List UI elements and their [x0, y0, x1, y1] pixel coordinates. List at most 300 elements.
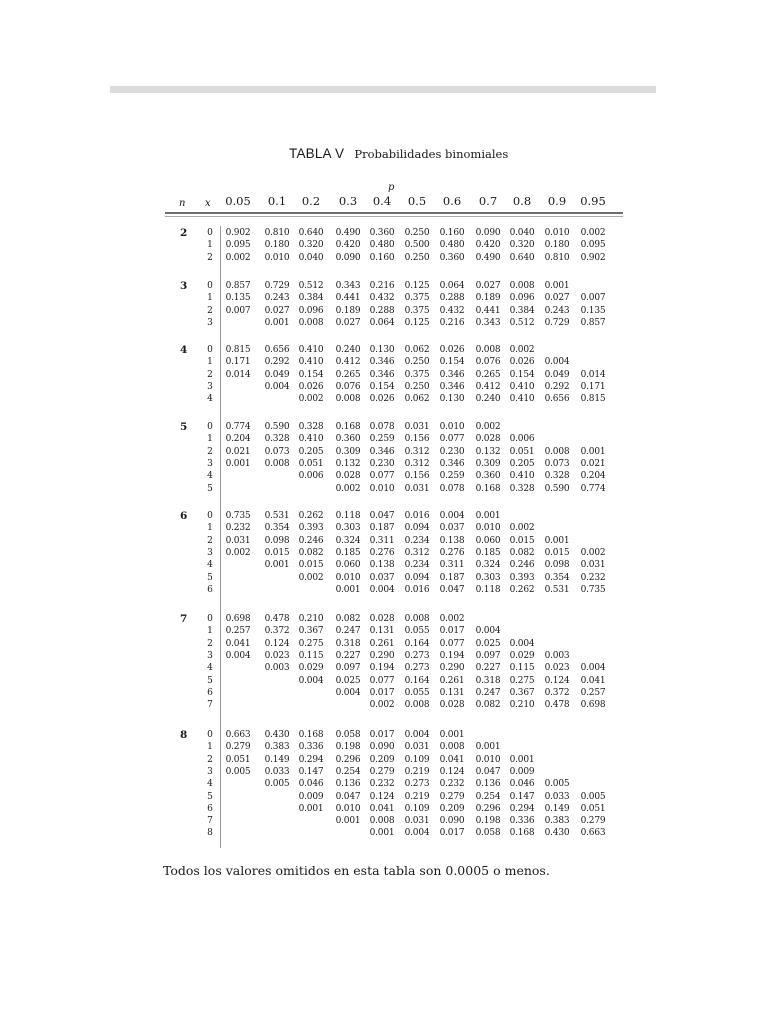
probability-cell: 0.309: [475, 458, 501, 469]
x-value: 5: [207, 572, 213, 583]
probability-cell: 0.243: [544, 305, 570, 316]
probability-cell: 0.234: [404, 535, 430, 546]
probability-cell: 0.096: [298, 305, 324, 316]
probability-cell: 0.259: [439, 471, 465, 482]
probability-cell: 0.500: [404, 240, 430, 251]
probability-cell: 0.590: [544, 483, 570, 494]
table-row: [0, 585, 768, 597]
probability-cell: 0.009: [298, 791, 324, 802]
probability-cell: 0.027: [335, 317, 361, 328]
table-row: [0, 523, 768, 535]
probability-cell: 0.815: [580, 394, 606, 405]
probability-cell: 0.028: [439, 700, 465, 711]
probability-cell: 0.290: [369, 650, 395, 661]
n-value: 6: [180, 510, 188, 522]
probability-cell: 0.328: [264, 434, 290, 445]
probability-cell: 0.367: [298, 626, 324, 637]
probability-cell: 0.115: [509, 663, 535, 674]
probability-cell: 0.008: [369, 816, 395, 827]
probability-cell: 0.002: [369, 700, 395, 711]
probability-cell: 0.261: [439, 675, 465, 686]
probability-cell: 0.010: [475, 754, 501, 765]
probability-cell: 0.189: [335, 305, 361, 316]
p-header-cell: 0.7: [478, 194, 498, 208]
probability-cell: 0.028: [335, 471, 361, 482]
probability-cell: 0.008: [439, 742, 465, 753]
probability-cell: 0.154: [439, 357, 465, 368]
x-value: 3: [207, 650, 213, 661]
probability-cell: 0.002: [580, 547, 606, 558]
n-column-header: n: [179, 198, 186, 209]
probability-cell: 0.219: [404, 791, 430, 802]
probability-cell: 0.360: [335, 434, 361, 445]
x-value: 2: [207, 305, 213, 316]
p-header-cell: 0.3: [338, 194, 358, 208]
probability-cell: 0.490: [475, 252, 501, 263]
x-value: 1: [207, 240, 213, 251]
probability-cell: 0.001: [369, 828, 395, 839]
probability-cell: 0.118: [475, 584, 501, 595]
probability-cell: 0.262: [509, 584, 535, 595]
probability-cell: 0.288: [439, 293, 465, 304]
probability-cell: 0.017: [439, 626, 465, 637]
probability-cell: 0.016: [404, 511, 430, 521]
probability-cell: 0.026: [439, 345, 465, 355]
probability-cell: 0.077: [369, 675, 395, 686]
probability-cell: 0.294: [509, 803, 535, 814]
probability-cell: 0.118: [335, 511, 361, 521]
probability-cell: 0.441: [335, 293, 361, 304]
probability-cell: 0.098: [264, 535, 290, 546]
x-value: 0: [207, 511, 213, 521]
probability-cell: 0.008: [298, 317, 324, 328]
probability-cell: 0.002: [475, 422, 501, 432]
probability-cell: 0.076: [335, 381, 361, 392]
probability-cell: 0.393: [298, 523, 324, 534]
probability-cell: 0.041: [369, 803, 395, 814]
probability-cell: 0.250: [404, 252, 430, 263]
x-value: 5: [207, 675, 213, 686]
x-value: 6: [207, 584, 213, 595]
probability-cell: 0.230: [439, 446, 465, 457]
probability-cell: 0.232: [369, 779, 395, 790]
table-row: [0, 742, 768, 754]
probability-cell: 0.246: [298, 535, 324, 546]
probability-cell: 0.663: [225, 730, 251, 740]
p-header-cell: 0.9: [547, 194, 567, 208]
probability-cell: 0.432: [369, 293, 395, 304]
probability-cell: 0.640: [298, 228, 324, 238]
probability-cell: 0.168: [509, 828, 535, 839]
probability-cell: 0.187: [439, 572, 465, 583]
table-row: [0, 779, 768, 791]
probability-cell: 0.311: [439, 560, 465, 571]
probability-cell: 0.328: [544, 471, 570, 482]
probability-cell: 0.774: [580, 483, 606, 494]
probability-cell: 0.060: [335, 560, 361, 571]
probability-cell: 0.216: [439, 317, 465, 328]
probability-cell: 0.383: [544, 816, 570, 827]
probability-cell: 0.250: [404, 357, 430, 368]
probability-cell: 0.090: [335, 252, 361, 263]
probability-cell: 0.004: [544, 357, 570, 368]
probability-cell: 0.049: [544, 369, 570, 380]
probability-cell: 0.008: [509, 281, 535, 291]
probability-cell: 0.149: [544, 803, 570, 814]
probability-cell: 0.160: [439, 228, 465, 238]
probability-cell: 0.478: [544, 700, 570, 711]
probability-cell: 0.234: [404, 560, 430, 571]
probability-cell: 0.210: [298, 614, 324, 624]
probability-cell: 0.021: [580, 458, 606, 469]
probability-cell: 0.004: [509, 638, 535, 649]
probability-cell: 0.729: [544, 317, 570, 328]
p-header-cell: 0.8: [512, 194, 532, 208]
probability-cell: 0.073: [544, 458, 570, 469]
probability-cell: 0.001: [264, 560, 290, 571]
probability-cell: 0.185: [335, 547, 361, 558]
probability-cell: 0.001: [225, 458, 251, 469]
probability-cell: 0.001: [544, 281, 570, 291]
table-row: [0, 382, 768, 394]
x-value: 2: [207, 535, 213, 546]
probability-cell: 0.198: [475, 816, 501, 827]
probability-cell: 0.002: [225, 547, 251, 558]
probability-cell: 0.430: [544, 828, 570, 839]
probability-cell: 0.246: [509, 560, 535, 571]
probability-cell: 0.097: [335, 663, 361, 674]
probability-cell: 0.090: [369, 742, 395, 753]
probability-cell: 0.250: [404, 228, 430, 238]
probability-cell: 0.265: [335, 369, 361, 380]
probability-cell: 0.082: [509, 547, 535, 558]
probability-cell: 0.132: [335, 458, 361, 469]
probability-cell: 0.292: [544, 381, 570, 392]
probability-cell: 0.227: [475, 663, 501, 674]
x-value: 8: [207, 828, 213, 839]
header-rule-thin: [165, 216, 623, 217]
probability-cell: 0.003: [264, 663, 290, 674]
probability-cell: 0.311: [369, 535, 395, 546]
n-value: 8: [180, 729, 188, 741]
probability-cell: 0.094: [404, 523, 430, 534]
probability-cell: 0.204: [225, 434, 251, 445]
probability-cell: 0.189: [475, 293, 501, 304]
x-value: 4: [207, 663, 213, 674]
probability-cell: 0.168: [475, 483, 501, 494]
probability-cell: 0.002: [509, 523, 535, 534]
probability-cell: 0.015: [298, 560, 324, 571]
probability-cell: 0.774: [225, 422, 251, 432]
x-value: 3: [207, 381, 213, 392]
probability-cell: 0.090: [475, 228, 501, 238]
x-value: 0: [207, 614, 213, 624]
probability-cell: 0.004: [335, 687, 361, 698]
p-header-cell: 0.1: [267, 194, 287, 208]
probability-cell: 0.002: [225, 252, 251, 263]
probability-cell: 0.275: [298, 638, 324, 649]
probability-cell: 0.001: [439, 730, 465, 740]
x-value: 2: [207, 369, 213, 380]
probability-cell: 0.082: [298, 547, 324, 558]
probability-cell: 0.006: [509, 434, 535, 445]
probability-cell: 0.384: [298, 293, 324, 304]
x-value: 1: [207, 434, 213, 445]
x-value: 2: [207, 252, 213, 263]
table-row: [0, 804, 768, 816]
probability-cell: 0.076: [475, 357, 501, 368]
table-title: [289, 146, 508, 162]
probability-cell: 0.288: [369, 305, 395, 316]
probability-cell: 0.336: [298, 742, 324, 753]
probability-cell: 0.010: [335, 572, 361, 583]
x-value: 4: [207, 394, 213, 405]
probability-cell: 0.096: [509, 293, 535, 304]
x-value: 0: [207, 345, 213, 355]
probability-cell: 0.010: [369, 483, 395, 494]
probability-cell: 0.136: [475, 779, 501, 790]
probability-cell: 0.324: [335, 535, 361, 546]
probability-cell: 0.656: [264, 345, 290, 355]
x-value: 0: [207, 730, 213, 740]
probability-cell: 0.008: [475, 345, 501, 355]
probability-cell: 0.007: [225, 305, 251, 316]
table-row: [0, 639, 768, 651]
probability-cell: 0.031: [404, 816, 430, 827]
probability-cell: 0.005: [225, 766, 251, 777]
probability-cell: 0.360: [439, 252, 465, 263]
probability-cell: 0.046: [298, 779, 324, 790]
n-value: 2: [180, 227, 188, 239]
probability-cell: 0.002: [509, 345, 535, 355]
probability-cell: 0.082: [475, 700, 501, 711]
probability-cell: 0.156: [404, 434, 430, 445]
probability-cell: 0.309: [335, 446, 361, 457]
probability-cell: 0.062: [404, 394, 430, 405]
probability-cell: 0.296: [335, 754, 361, 765]
probability-cell: 0.094: [404, 572, 430, 583]
table-row: [0, 318, 768, 330]
x-value: 3: [207, 547, 213, 558]
probability-cell: 0.028: [475, 434, 501, 445]
x-value: 1: [207, 742, 213, 753]
probability-cell: 0.008: [404, 700, 430, 711]
probability-cell: 0.124: [544, 675, 570, 686]
probability-cell: 0.055: [404, 687, 430, 698]
p-header-cell: 0.4: [372, 194, 392, 208]
table-row: [0, 548, 768, 560]
probability-cell: 0.031: [404, 742, 430, 753]
probability-cell: 0.279: [225, 742, 251, 753]
probability-cell: 0.026: [509, 357, 535, 368]
probability-cell: 0.815: [225, 345, 251, 355]
table-row: [0, 394, 768, 406]
probability-cell: 0.410: [298, 434, 324, 445]
probability-cell: 0.324: [475, 560, 501, 571]
n-value: 3: [180, 280, 188, 292]
probability-cell: 0.077: [439, 434, 465, 445]
table-row: [0, 253, 768, 265]
probability-cell: 0.346: [369, 369, 395, 380]
n-value: 7: [180, 613, 188, 625]
probability-cell: 0.124: [439, 766, 465, 777]
probability-cell: 0.290: [439, 663, 465, 674]
probability-cell: 0.204: [580, 471, 606, 482]
probability-cell: 0.247: [335, 626, 361, 637]
probability-cell: 0.008: [544, 446, 570, 457]
probability-cell: 0.312: [404, 446, 430, 457]
probability-cell: 0.001: [475, 742, 501, 753]
probability-cell: 0.354: [264, 523, 290, 534]
probability-cell: 0.410: [509, 394, 535, 405]
table-row: [0, 345, 768, 357]
probability-cell: 0.410: [298, 345, 324, 355]
probability-cell: 0.154: [298, 369, 324, 380]
probability-cell: 0.164: [404, 638, 430, 649]
probability-cell: 0.008: [264, 458, 290, 469]
probability-cell: 0.430: [264, 730, 290, 740]
table-row: [0, 240, 768, 252]
probability-cell: 0.010: [264, 252, 290, 263]
probability-cell: 0.420: [475, 240, 501, 251]
probability-cell: 0.346: [439, 458, 465, 469]
probability-cell: 0.346: [369, 357, 395, 368]
probability-cell: 0.243: [264, 293, 290, 304]
p-header-cell: 0.6: [442, 194, 462, 208]
probability-cell: 0.531: [544, 584, 570, 595]
probability-cell: 0.432: [439, 305, 465, 316]
probability-cell: 0.276: [369, 547, 395, 558]
p-header-cell: 0.95: [580, 194, 606, 208]
table-row: [0, 459, 768, 471]
probability-cell: 0.001: [335, 816, 361, 827]
probability-cell: 0.185: [475, 547, 501, 558]
probability-cell: 0.131: [439, 687, 465, 698]
probability-cell: 0.004: [298, 675, 324, 686]
probability-cell: 0.857: [225, 281, 251, 291]
probability-cell: 0.147: [298, 766, 324, 777]
probability-cell: 0.343: [335, 281, 361, 291]
probability-cell: 0.023: [264, 650, 290, 661]
probability-cell: 0.031: [225, 535, 251, 546]
probability-cell: 0.318: [475, 675, 501, 686]
n-value: 5: [180, 421, 188, 433]
probability-cell: 0.015: [264, 547, 290, 558]
probability-cell: 0.001: [264, 317, 290, 328]
probability-cell: 0.254: [335, 766, 361, 777]
table-row: [0, 792, 768, 804]
x-value: 0: [207, 228, 213, 238]
table-row: [0, 357, 768, 369]
probability-cell: 0.047: [369, 511, 395, 521]
probability-cell: 0.082: [335, 614, 361, 624]
probability-cell: 0.005: [264, 779, 290, 790]
probability-cell: 0.064: [439, 281, 465, 291]
probability-cell: 0.004: [580, 663, 606, 674]
probability-cell: 0.279: [369, 766, 395, 777]
table-row: [0, 422, 768, 434]
probability-cell: 0.698: [225, 614, 251, 624]
probability-cell: 0.124: [369, 791, 395, 802]
x-value: 5: [207, 483, 213, 494]
p-header-cell: 0.05: [225, 194, 251, 208]
probability-cell: 0.375: [404, 369, 430, 380]
table-row: [0, 306, 768, 318]
probability-cell: 0.232: [225, 523, 251, 534]
x-value: 6: [207, 687, 213, 698]
x-value: 4: [207, 779, 213, 790]
probability-cell: 0.296: [475, 803, 501, 814]
probability-cell: 0.005: [580, 791, 606, 802]
probability-cell: 0.198: [335, 742, 361, 753]
probability-cell: 0.735: [225, 511, 251, 521]
x-value: 4: [207, 471, 213, 482]
probability-cell: 0.040: [298, 252, 324, 263]
probability-cell: 0.109: [404, 803, 430, 814]
table-row: [0, 688, 768, 700]
table-row: [0, 281, 768, 293]
probability-cell: 0.124: [264, 638, 290, 649]
probability-cell: 0.002: [580, 228, 606, 238]
probability-cell: 0.240: [335, 345, 361, 355]
probability-cell: 0.259: [369, 434, 395, 445]
probability-cell: 0.027: [544, 293, 570, 304]
probability-cell: 0.014: [225, 369, 251, 380]
probability-cell: 0.273: [404, 779, 430, 790]
x-value: 3: [207, 317, 213, 328]
probability-cell: 0.312: [404, 547, 430, 558]
probability-cell: 0.279: [439, 791, 465, 802]
probability-cell: 0.205: [298, 446, 324, 457]
table-row: [0, 370, 768, 382]
probability-cell: 0.180: [544, 240, 570, 251]
probability-cell: 0.136: [335, 779, 361, 790]
table-row: [0, 614, 768, 626]
probability-cell: 0.002: [298, 394, 324, 405]
probability-cell: 0.031: [404, 483, 430, 494]
probability-cell: 0.360: [475, 471, 501, 482]
probability-cell: 0.004: [404, 828, 430, 839]
probability-cell: 0.312: [404, 458, 430, 469]
probability-cell: 0.663: [580, 828, 606, 839]
p-header-cell: 0.2: [301, 194, 321, 208]
probability-cell: 0.115: [298, 650, 324, 661]
probability-cell: 0.047: [475, 766, 501, 777]
probability-cell: 0.027: [475, 281, 501, 291]
p-axis-label: p: [388, 182, 395, 193]
probability-cell: 0.029: [509, 650, 535, 661]
probability-cell: 0.240: [475, 394, 501, 405]
probability-cell: 0.254: [475, 791, 501, 802]
probability-cell: 0.902: [580, 252, 606, 263]
probability-cell: 0.346: [439, 381, 465, 392]
probability-cell: 0.354: [544, 572, 570, 583]
probability-cell: 0.292: [264, 357, 290, 368]
probability-cell: 0.320: [298, 240, 324, 251]
probability-cell: 0.156: [404, 471, 430, 482]
probability-cell: 0.023: [544, 663, 570, 674]
probability-cell: 0.130: [439, 394, 465, 405]
table-title-label: TABLA V: [289, 146, 345, 161]
probability-cell: 0.372: [544, 687, 570, 698]
probability-cell: 0.383: [264, 742, 290, 753]
probability-cell: 0.262: [298, 511, 324, 521]
probability-cell: 0.125: [404, 281, 430, 291]
probability-cell: 0.480: [369, 240, 395, 251]
table-title-subtitle: Probabilidades binomiales: [354, 147, 509, 161]
header-rule-thick: [165, 212, 623, 214]
probability-cell: 0.040: [509, 228, 535, 238]
